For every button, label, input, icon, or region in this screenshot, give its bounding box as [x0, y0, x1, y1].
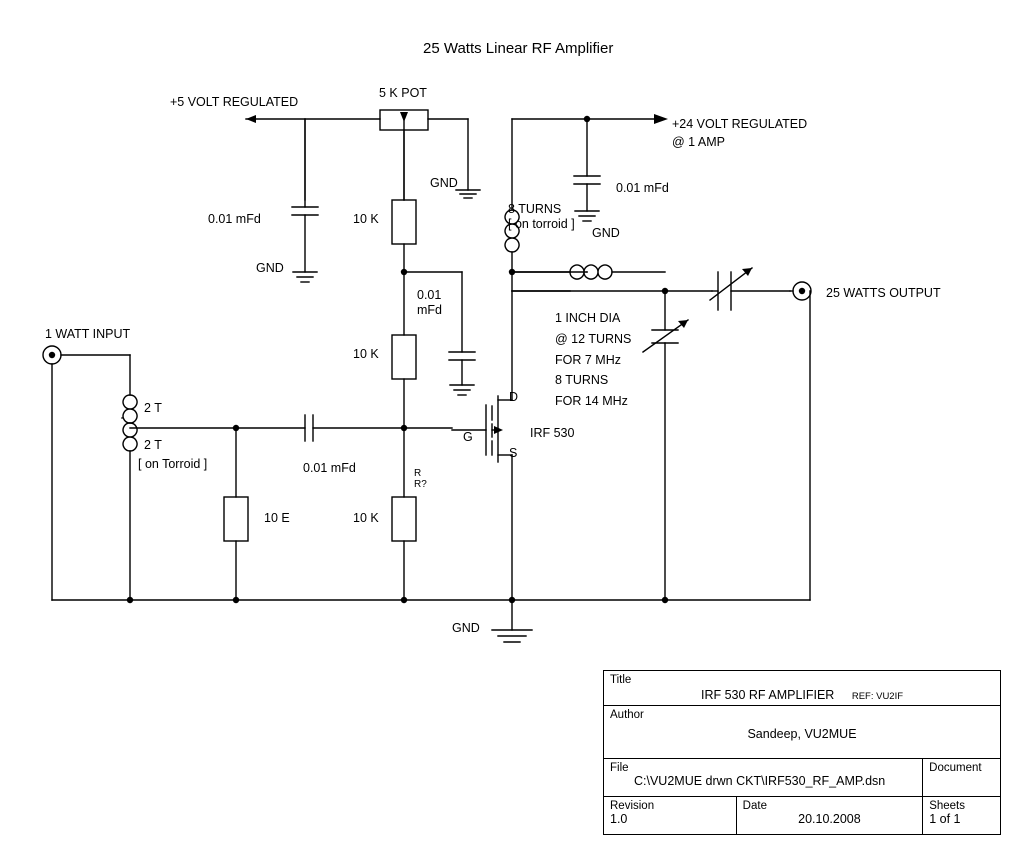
- label-coil-freq-14: FOR 14 MHz: [555, 394, 628, 408]
- label-supply-24v: +24 VOLT REGULATED: [672, 117, 808, 131]
- label-turns-2t-a: 2 T: [144, 401, 162, 415]
- titleblock-file-value: C:\VU2MUE drwn CKT\IRF530_RF_AMP.dsn: [634, 774, 886, 788]
- label-gnd-bottom: GND: [452, 621, 480, 635]
- label-mosfet-drain: D: [509, 390, 519, 404]
- label-gnd-pot: GND: [430, 176, 458, 190]
- label-pot-5k: 5 K POT: [379, 86, 427, 100]
- label-coil-dia: 1 INCH DIA: [555, 311, 621, 325]
- label-toroid-note: [ on torroid ]: [508, 217, 575, 231]
- titleblock-title-cell: [604, 671, 1000, 705]
- label-mosfet-part: IRF 530: [530, 426, 575, 440]
- titleblock-document-header: Document: [929, 762, 982, 774]
- label-res-10e: 10 E: [264, 511, 290, 525]
- titleblock-file-header: File: [610, 762, 629, 774]
- label-res-ref-rq: R?: [414, 479, 427, 490]
- page-title: 25 Watts Linear RF Amplifier: [423, 40, 614, 57]
- titleblock-sheets-cell: [923, 797, 1000, 834]
- label-mosfet-source: S: [509, 446, 518, 460]
- label-gnd-left: GND: [256, 261, 284, 275]
- titleblock-title-ref: REF: VU2IF: [851, 691, 904, 702]
- label-coil-turns-12: @ 12 TURNS: [555, 332, 632, 346]
- label-res-10k-mid: 10 K: [353, 347, 379, 361]
- label-turns-2t-b: 2 T: [144, 438, 162, 452]
- label-mosfet-gate: G: [463, 430, 473, 444]
- titleblock-sheets-header: Sheets: [929, 800, 965, 812]
- titleblock-title-header: Title: [610, 674, 632, 686]
- label-cap-001-in: 0.01 mFd: [303, 461, 356, 475]
- label-res-ref-r: R: [414, 468, 422, 479]
- titleblock-revision-header: Revision: [610, 800, 655, 812]
- label-coil-freq-7: FOR 7 MHz: [555, 353, 621, 367]
- titleblock-sheets-value: 1 of 1: [929, 812, 961, 826]
- label-output: 25 WATTS OUTPUT: [826, 286, 941, 300]
- label-input: 1 WATT INPUT: [45, 327, 131, 341]
- label-supply-5v: +5 VOLT REGULATED: [170, 95, 299, 109]
- label-cap-001-top-left: 0.01 mFd: [208, 212, 261, 226]
- titleblock-date-value: 20.10.2008: [798, 812, 861, 826]
- titleblock-author-header: Author: [610, 709, 644, 721]
- label-cap-001-mid: 0.01: [417, 288, 442, 302]
- title-block: [603, 670, 1001, 835]
- label-res-10k-top: 10 K: [353, 212, 379, 226]
- label-coil-turns-8: 8 TURNS: [555, 373, 609, 387]
- label-supply-24v-amp: @ 1 AMP: [672, 135, 725, 149]
- label-turns-8: 8 TURNS: [508, 202, 562, 216]
- titleblock-revision-value: 1.0: [610, 812, 628, 826]
- titleblock-date-cell: [737, 797, 924, 834]
- titleblock-title-text: IRF 530 RF AMPLIFIER: [700, 688, 835, 702]
- label-cap-mid-unit: mFd: [417, 303, 442, 317]
- label-res-10k-bottom: 10 K: [353, 511, 379, 525]
- titleblock-date-header: Date: [742, 800, 767, 812]
- titleblock-file-cell: [604, 759, 923, 796]
- label-torroid-note-in: [ on Torroid ]: [138, 457, 208, 471]
- titleblock-revision-cell: [604, 797, 737, 834]
- titleblock-title-value: [610, 688, 994, 702]
- titleblock-author-cell: [604, 706, 1000, 758]
- label-gnd-24v: GND: [592, 226, 620, 240]
- label-cap-001-24v: 0.01 mFd: [616, 181, 669, 195]
- titleblock-author-value: Sandeep, VU2MUE: [747, 727, 857, 741]
- titleblock-document-cell: [923, 759, 1000, 796]
